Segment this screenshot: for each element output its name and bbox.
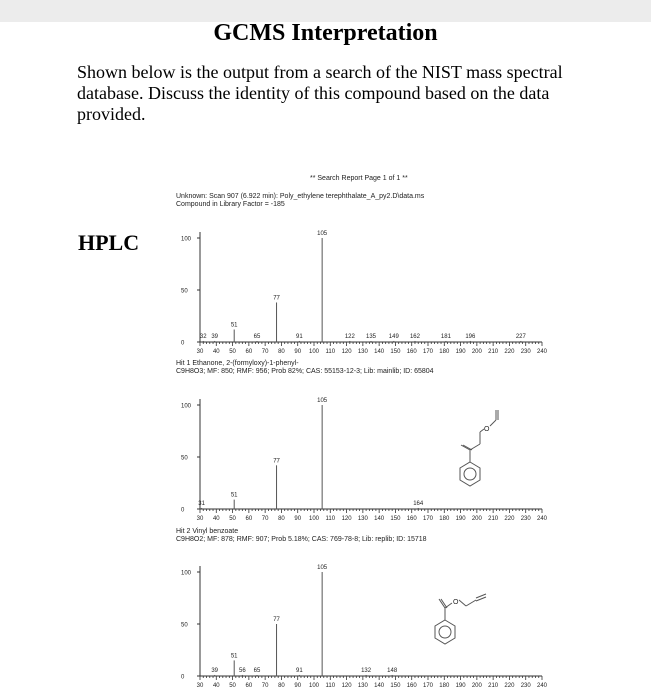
x-tick-label: 150 (390, 516, 401, 522)
peak-label: 51 (230, 653, 238, 660)
x-tick-label: 40 (212, 349, 220, 355)
peak-label: 77 (273, 295, 280, 302)
hit1-structure-oxygen: O (484, 426, 490, 433)
x-tick-label: 200 (471, 683, 482, 689)
x-tick-label: 230 (520, 516, 531, 522)
hit2-structure-drawing (435, 594, 486, 644)
peak-label: 162 (409, 333, 420, 340)
peak-label: 196 (465, 333, 476, 340)
compound-line: Compound in Library Factor = -185 (176, 201, 285, 208)
x-tick-label: 150 (390, 683, 401, 689)
x-tick-label: 240 (536, 349, 548, 355)
x-tick-label: 190 (455, 349, 466, 355)
peak-label: 56 (238, 667, 246, 674)
x-tick-label: 100 (308, 516, 320, 522)
x-tick-label: 50 (229, 516, 236, 522)
x-tick-label: 170 (422, 683, 434, 689)
y-tick-label: 50 (181, 455, 188, 462)
x-tick-label: 130 (357, 349, 368, 355)
x-tick-label: 120 (341, 349, 352, 355)
x-tick-label: 50 (229, 683, 236, 689)
x-tick-label: 210 (488, 683, 499, 689)
x-tick-label: 220 (504, 683, 515, 689)
y-tick-label: 0 (181, 674, 185, 681)
peak-label: 65 (253, 667, 261, 674)
x-tick-label: 30 (196, 349, 204, 355)
peak-label: 91 (295, 667, 303, 674)
y-tick-label: 50 (181, 288, 188, 295)
x-tick-label: 200 (471, 349, 482, 355)
x-tick-label: 170 (422, 349, 434, 355)
peak-label: 51 (230, 322, 238, 329)
x-tick-label: 180 (439, 516, 450, 522)
x-tick-label: 120 (341, 683, 352, 689)
peak-label: 164 (413, 500, 424, 507)
x-tick-label: 90 (294, 683, 302, 689)
y-tick-label: 100 (181, 570, 192, 577)
x-tick-label: 130 (357, 516, 368, 522)
x-tick-label: 30 (196, 683, 204, 689)
x-tick-label: 210 (488, 516, 499, 522)
x-tick-label: 220 (504, 349, 515, 355)
hit2-name: Hit 2 Vinyl benzoate (176, 528, 239, 535)
x-tick-label: 220 (504, 516, 515, 522)
hit2-structure-oxygen: O (453, 599, 459, 606)
x-tick-label: 50 (229, 349, 236, 355)
peak-label: 39 (211, 667, 219, 674)
x-tick-label: 160 (406, 516, 417, 522)
peak-label: 105 (317, 231, 328, 237)
peak-label: 77 (273, 617, 280, 623)
peak-label: 148 (387, 667, 398, 674)
peak-label: 65 (253, 333, 261, 340)
x-tick-label: 230 (520, 683, 531, 689)
x-tick-label: 180 (439, 683, 450, 689)
x-tick-label: 110 (325, 349, 336, 355)
x-tick-label: 80 (278, 516, 285, 522)
peak-label: 135 (365, 333, 377, 340)
hit2-info: C9H8O2; MF: 878; RMF: 907; Prob 5.18%; CAS: 769-78-8; Lib: replib; ID: 15718 (176, 536, 427, 543)
x-tick-label: 170 (422, 516, 434, 522)
peak-label: 77 (273, 458, 280, 465)
peak-label: 132 (361, 667, 372, 674)
y-tick-label: 0 (181, 507, 185, 514)
x-tick-label: 70 (261, 683, 269, 689)
hit1-name: Hit 1 Ethanone, 2-(formyloxy)-1-phenyl- (176, 360, 299, 367)
x-tick-label: 60 (245, 349, 253, 355)
x-tick-label: 130 (357, 683, 368, 689)
peak-label: 32 (199, 333, 207, 340)
x-tick-label: 200 (471, 516, 482, 522)
peak-label: 149 (388, 333, 399, 340)
peak-label: 122 (344, 333, 355, 340)
hit1-info: C9H8O3; MF: 850; RMF: 956; Prob 82%; CAS: 55153-12-3; Lib: mainlib; ID: 65804 (176, 368, 434, 375)
report-header: ** Search Report Page 1 of 1 ** (310, 175, 408, 182)
peak-label: 105 (317, 398, 328, 404)
x-tick-label: 80 (278, 683, 285, 689)
x-tick-label: 230 (520, 349, 531, 355)
x-tick-label: 140 (374, 349, 385, 355)
x-tick-label: 80 (278, 349, 285, 355)
x-tick-label: 180 (439, 349, 450, 355)
x-tick-label: 140 (374, 683, 385, 689)
x-tick-label: 70 (261, 516, 269, 522)
x-tick-label: 70 (261, 349, 269, 355)
x-tick-label: 90 (294, 516, 302, 522)
y-tick-label: 50 (181, 622, 188, 629)
x-tick-label: 90 (294, 349, 302, 355)
x-tick-label: 100 (308, 349, 320, 355)
x-tick-label: 60 (245, 516, 253, 522)
x-tick-label: 160 (406, 683, 417, 689)
x-tick-label: 110 (325, 516, 336, 522)
x-tick-label: 160 (406, 349, 417, 355)
y-tick-label: 100 (181, 403, 192, 410)
hplc-label: HPLC (78, 230, 140, 255)
page-title: GCMS Interpretation (213, 20, 438, 46)
x-tick-label: 210 (488, 349, 499, 355)
unknown-line: Unknown: Scan 907 (6.922 min): Poly_ethylene terephthalate_A_py2.D\data.ms (176, 193, 425, 200)
y-tick-label: 0 (181, 340, 185, 347)
peak-label: 105 (317, 565, 328, 571)
x-tick-label: 30 (196, 516, 204, 522)
peak-label: 91 (295, 333, 303, 340)
peak-label: 181 (440, 333, 451, 340)
x-tick-label: 100 (308, 683, 320, 689)
y-tick-label: 100 (181, 236, 192, 243)
x-tick-label: 150 (390, 349, 401, 355)
hit1-structure-drawing (460, 410, 498, 486)
x-tick-label: 60 (245, 683, 253, 689)
peak-label: 31 (198, 500, 205, 507)
x-tick-label: 110 (325, 683, 336, 689)
peak-label: 227 (515, 333, 526, 340)
x-tick-label: 120 (341, 516, 352, 522)
x-tick-label: 40 (212, 683, 220, 689)
x-tick-label: 240 (536, 683, 548, 689)
x-tick-label: 40 (212, 516, 220, 522)
peak-label: 39 (211, 333, 219, 340)
intro-paragraph: Shown below is the output from a search of the NIST mass spectral database. Discuss the identity of this compound based on the data provided. (77, 62, 563, 124)
x-tick-label: 190 (455, 683, 466, 689)
peak-label: 51 (230, 492, 238, 499)
x-tick-label: 140 (374, 516, 385, 522)
x-tick-label: 240 (536, 516, 548, 522)
x-tick-label: 190 (455, 516, 466, 522)
